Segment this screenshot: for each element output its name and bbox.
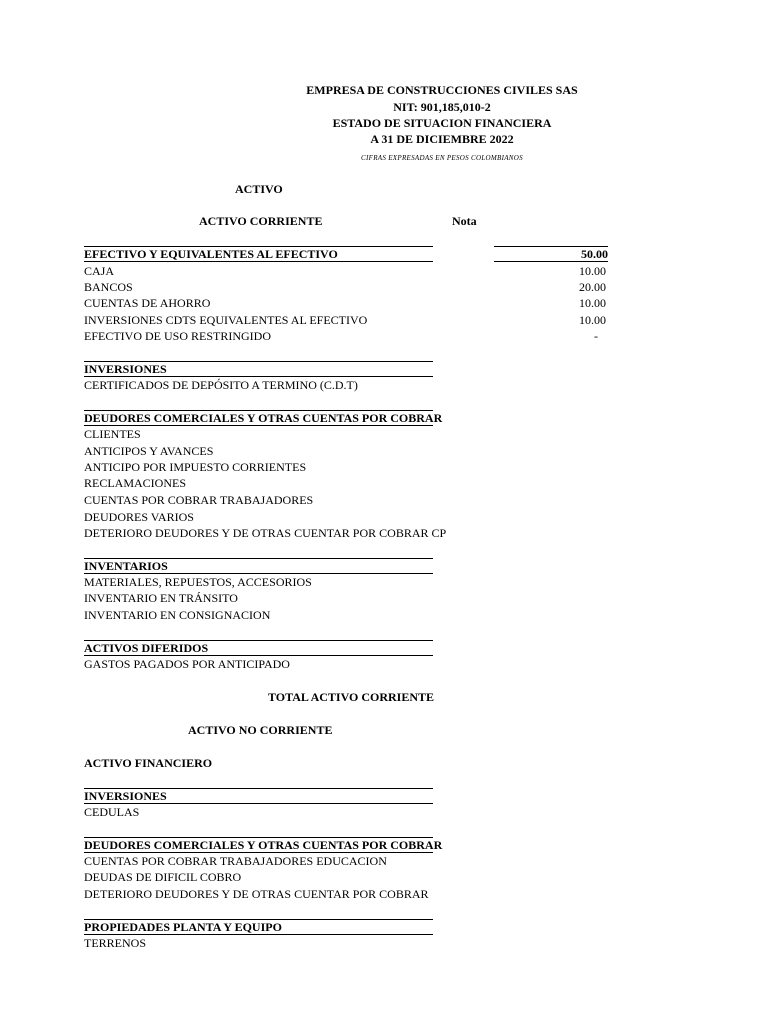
item-value: 10.00 [579, 264, 606, 278]
list-item: ANTICIPOS Y AVANCES [84, 444, 214, 458]
section-deudores-title: DEUDORES COMERCIALES Y OTRAS CUENTAS POR COBRAR [84, 411, 443, 425]
list-item: INVENTARIO EN TRÁNSITO [84, 591, 238, 605]
section-inversiones-title: INVERSIONES [84, 361, 433, 377]
list-item: DEUDAS DE DIFICIL COBRO [84, 870, 242, 884]
company-name: EMPRESA DE CONSTRUCCIONES CIVILES SAS [306, 83, 578, 97]
list-item: CUENTAS POR COBRAR TRABAJADORES [84, 493, 314, 507]
activo-no-corriente-heading: ACTIVO NO CORRIENTE [188, 723, 333, 737]
activo-financiero-heading: ACTIVO FINANCIERO [84, 756, 213, 770]
list-item: DEUDORES VARIOS [84, 510, 194, 524]
list-item: CAJA [84, 264, 115, 278]
list-item: TERRENOS [84, 936, 147, 950]
list-item: MATERIALES, REPUESTOS, ACCESORIOS [84, 575, 312, 589]
currency-note: CIFRAS EXPRESADAS EN PESOS COLOMBIANOS [361, 154, 523, 162]
section-inventarios-title: INVENTARIOS [84, 558, 433, 574]
activo-heading: ACTIVO [235, 182, 283, 196]
item-value: - [594, 329, 598, 343]
section-nc-inversiones-title: INVERSIONES [84, 788, 433, 804]
item-value: 20.00 [579, 280, 606, 294]
list-item: CUENTAS POR COBRAR TRABAJADORES EDUCACION [84, 854, 387, 868]
list-item: ANTICIPO POR IMPUESTO CORRIENTES [84, 460, 307, 474]
list-item: DETERIORO DEUDORES Y DE OTRAS CUENTAR POR COBRAR CP [84, 526, 447, 540]
list-item: INVERSIONES CDTS EQUIVALENTES AL EFECTIVO [84, 313, 368, 327]
company-nit: NIT: 901,185,010-2 [393, 100, 491, 114]
list-item: GASTOS PAGADOS POR ANTICIPADO [84, 657, 290, 671]
statement-title: ESTADO DE SITUACION FINANCIERA [332, 116, 552, 130]
list-item: BANCOS [84, 280, 133, 294]
section-diferidos-title: ACTIVOS DIFERIDOS [84, 640, 433, 656]
section-efectivo-title: EFECTIVO Y EQUIVALENTES AL EFECTIVO [84, 246, 433, 262]
item-value: 10.00 [579, 296, 606, 310]
list-item: CEDULAS [84, 805, 140, 819]
section-propiedades-title: PROPIEDADES PLANTA Y EQUIPO [84, 919, 433, 935]
list-item: CERTIFICADOS DE DEPÓSITO A TERMINO (C.D.T) [84, 378, 358, 392]
nota-column-header: Nota [452, 214, 477, 228]
list-item: DETERIORO DEUDORES Y DE OTRAS CUENTAR POR COBRAR [84, 887, 429, 901]
total-activo-corriente-label: TOTAL ACTIVO CORRIENTE [268, 690, 435, 704]
list-item: RECLAMACIONES [84, 476, 187, 490]
activo-corriente-heading: ACTIVO CORRIENTE [199, 214, 323, 228]
list-item: EFECTIVO DE USO RESTRINGIDO [84, 329, 271, 343]
section-efectivo-total: 50.00 [494, 246, 608, 262]
list-item: CLIENTES [84, 427, 141, 441]
item-value: 10.00 [579, 313, 606, 327]
statement-date: A 31 DE DICIEMBRE 2022 [370, 132, 514, 146]
list-item: CUENTAS DE AHORRO [84, 296, 211, 310]
section-nc-deudores-title: DEUDORES COMERCIALES Y OTRAS CUENTAS POR COBRAR [84, 838, 443, 852]
list-item: INVENTARIO EN CONSIGNACION [84, 608, 271, 622]
